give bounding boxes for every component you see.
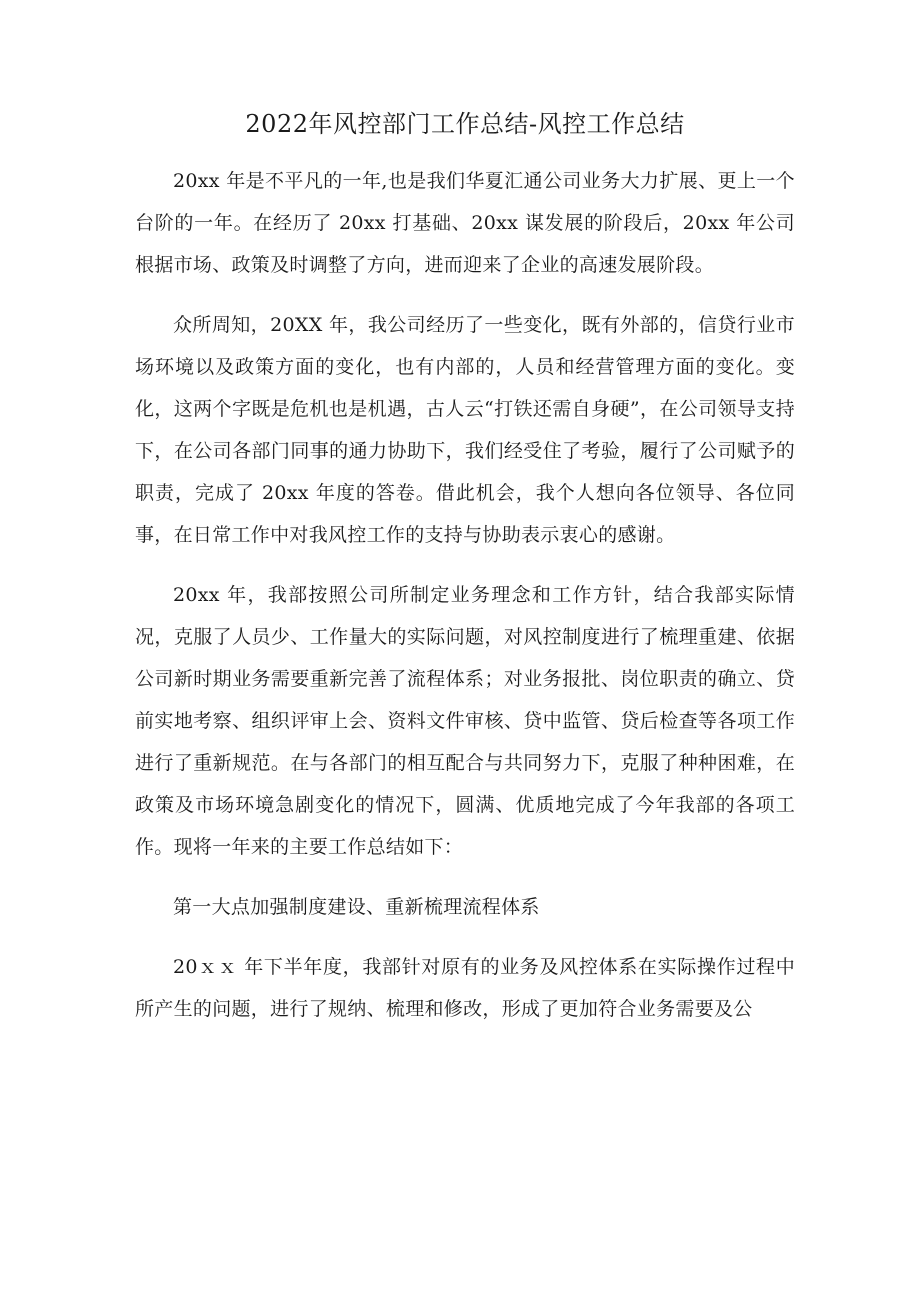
section-paragraph: 20ｘｘ 年下半年度，我部针对原有的业务及风控体系在实际操作过程中所产生的问题，进行了规纳、梳理和修改，形成了更加符合业务需要及公 (135, 956, 795, 1020)
paragraph-2: 众所周知，20XX 年，我公司经历了一些变化，既有外部的，信贷行业市场环境以及政策方面的变化，也有内部的，人员和经营管理方面的变化。变化，这两个字既是危机也是机遇，古人云“打铁还需自身硬”，在公司领导支持下，在公司各部门同事的通力协助下，我们经受住了考验，履行了公司赋予的职责，完成了 20xx 年度的答卷。借此机会，我个人想向各位领导、各位同事，在日常工作中对我风控工作的支持与协助表示衷心的感谢。 (135, 314, 795, 546)
paragraph-3: 20xx 年，我部按照公司所制定业务理念和工作方针，结合我部实际情况，克服了人员少、工作量大的实际问题，对风控制度进行了梳理重建、依据公司新时期业务需要重新完善了流程体系；对业务报批、岗位职责的确立、贷前实地考察、组织评审上会、资料文件审核、贷中监管、贷后检查等各项工作进行了重新规范。在与各部门的相互配合与共同努力下，克服了种种困难，在政策及市场环境急剧变化的情况下，圆满、优质地完成了今年我部的各项工作。现将一年来的主要工作总结如下： (135, 584, 795, 858)
paragraph-1: 20xx 年是不平凡的一年,也是我们华夏汇通公司业务大力扩展、更上一个台阶的一年。在经历了 20xx 打基础、20xx 谋发展的阶段后，20xx 年公司根据市场、政策及时调整了方向，进而迎来了企业的高速发展阶段。 (135, 170, 795, 276)
document-page (135, 100, 795, 1048)
section-heading: 第一大点加强制度建设、重新梳理流程体系 (173, 896, 540, 918)
document-title: 2022年风控部门工作总结-风控工作总结 (245, 110, 685, 138)
